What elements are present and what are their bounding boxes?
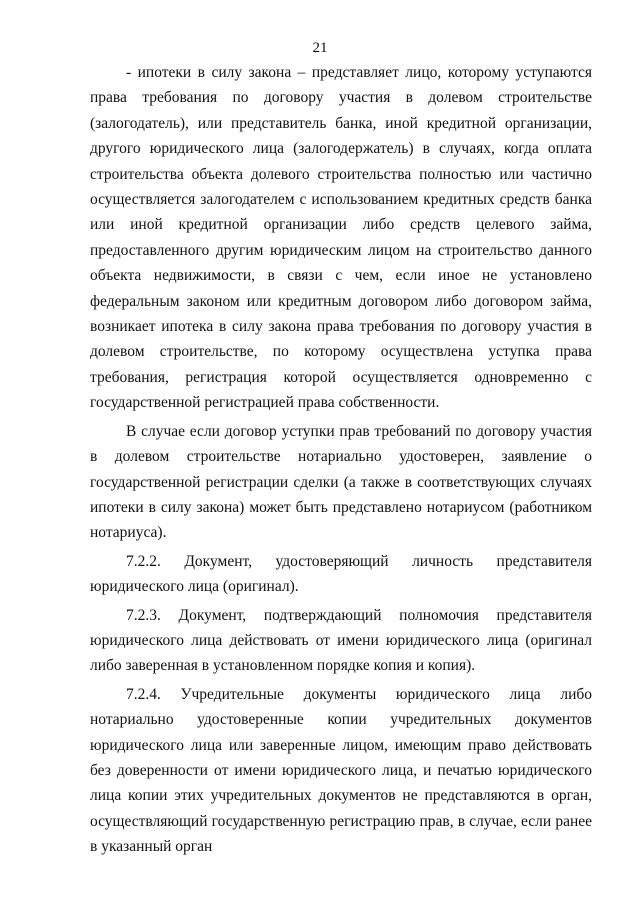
paragraph-7-2-2: 7.2.2. Документ, удостоверяющий личность представителя юридического лица (оригинал).	[90, 552, 592, 596]
paragraph-mortgage-representative: - ипотеки в силу закона – представляет лицо, которому уступаются права требования по договору участия в долевом строительстве (залогодатель), или представитель банка, иной кредитной организации, другого юридического лица (залогодержатель) в случаях, когда оплата строительства объекта долевого строительства полностью или частично осуществляется залогодателем с использованием кредитных средств банка или иной кредитной организации либо средств целевого займа, предоставленного другим юридическим лицом на строительство данного объекта недвижимости, в связи с чем, если иное не установлено федеральным законом или кредитным договором либо договором займа, возникает ипотека в силу закона права требования по договору участия в долевом строительстве, по которому осуществлена уступка права требования, регистрация которой осуществляется одновременно с государственной регистрацией права собственности.	[90, 64, 592, 412]
document-body	[90, 60, 592, 860]
paragraph-notary-case: В случае если договор уступки прав требований по договору участия в долевом строительстве нотариально удостоверен, заявление о государственной регистрации сделки (а также в соответствующих случаях ипотеки в силу закона) может быть представлено нотариусом (работником нотариуса).	[90, 422, 592, 542]
page-number: 21	[312, 40, 328, 56]
paragraph-7-2-3: 7.2.3. Документ, подтверждающий полномочия представителя юридического лица действовать от имени юридического лица (оригинал либо заверенная в установленном порядке копия и копия).	[90, 606, 592, 675]
paragraph-7-2-4: 7.2.4. Учредительные документы юридического лица либо нотариально удостоверенные копии учредительных документов юридического лица или заверенные лицом, имеющим право действовать без доверенности от имени юридического лица, и печатью юридического лица копии этих учредительных документов не представляются в орган, осуществляющий государственную регистрацию прав, в случае, если ранее в указанный орган	[90, 685, 592, 856]
